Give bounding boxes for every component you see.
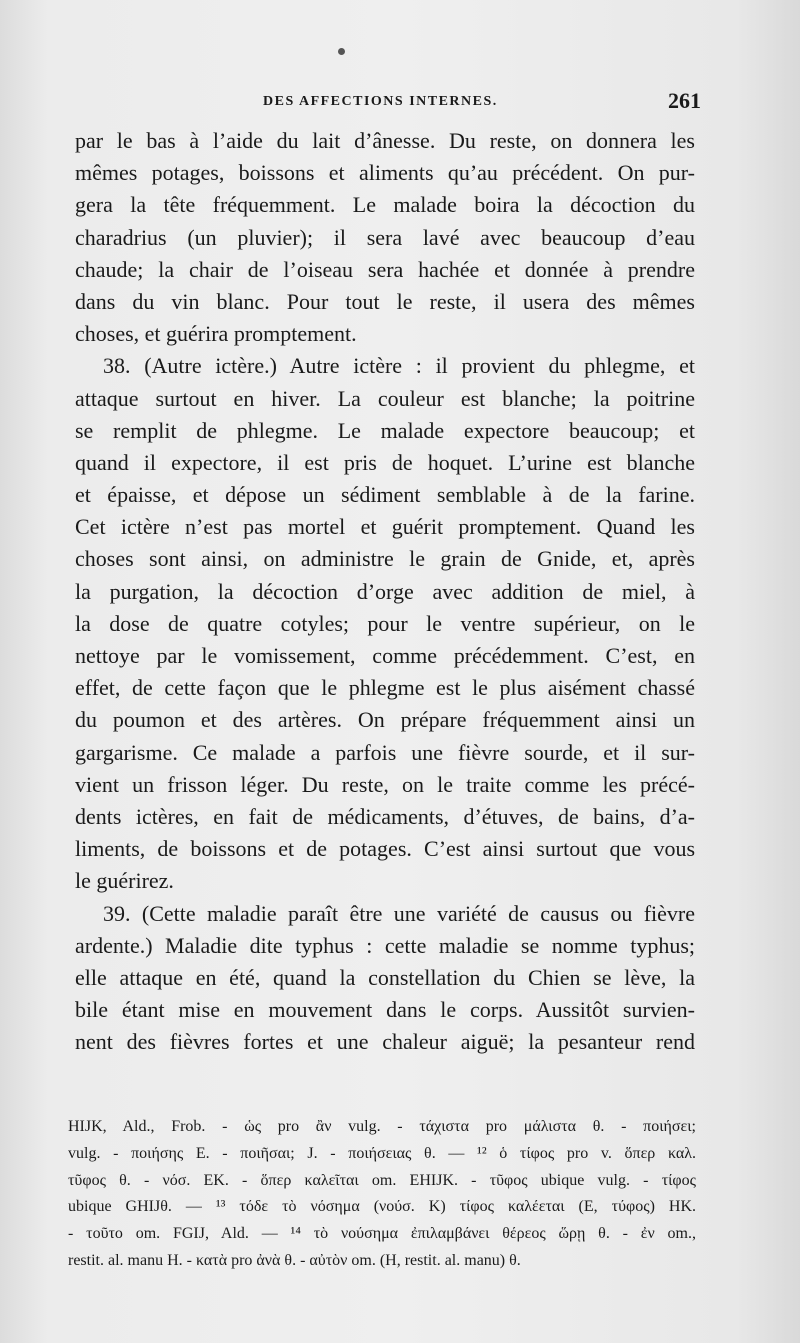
- footnote-line: ubique GHIJθ. — ¹³ τόδε τὸ νόσημα (νούσ. K) τίφος καλέεται (E, τύφος) HK.: [68, 1198, 696, 1216]
- text-line: chaude; la chair de l’oiseau sera hachée et donnée à prendre: [75, 256, 695, 282]
- text-line: la purgation, la décoction d’orge avec addition de miel, à: [75, 578, 695, 604]
- text-line: par le bas à l’aide du lait d’ânesse. Du reste, on donnera les: [75, 128, 695, 153]
- text-line: dans du vin blanc. Pour tout le reste, il usera des mêmes: [75, 288, 695, 314]
- text-line: liments, de boissons et de potages. C’est ainsi surtout que vous: [75, 836, 695, 862]
- footnote-line: vulg. - ποιήσης E. - ποιῆσαι; J. - ποιήσειας θ. — ¹² ὁ τίφος pro v. ὅπερ καλ.: [68, 1144, 696, 1162]
- footnote-line: - τοῦτο om. FGIJ, Ald. — ¹⁴ τὸ νούσημα ἐπιλαμβάνει θέρεος ὥρῃ θ. - ἐν om.,: [68, 1225, 696, 1243]
- text-line: vient un frisson léger. Du reste, on le traite comme les précé-: [75, 771, 695, 797]
- footnotes: [68, 1114, 696, 1275]
- text-line: choses, et guérira promptement.: [75, 321, 357, 347]
- footnote-line: restit. al. manu H. - κατὰ pro ἀνὰ θ. - αὐτὸν om. (H, restit. al. manu) θ.: [68, 1251, 521, 1269]
- footnote-line: HIJK, Ald., Frob. - ὡς pro ἂν vulg. - τάχιστα pro μάλιστα θ. - ποιήσει;: [68, 1118, 696, 1135]
- footnote-line: τῦφος θ. - νόσ. EK. - ὅπερ καλεῖται om. EHIJK. - τῦφος ubique vulg. - τίφος: [68, 1171, 696, 1189]
- text-line: gera la tête fréquemment. Le malade boira la décoction du: [75, 192, 695, 218]
- text-line: nettoye par le vomissement, comme précédemment. C’est, en: [75, 643, 695, 668]
- text-line: gargarisme. Ce malade a parfois une fièvre sourde, et il sur-: [75, 739, 695, 765]
- text-line: quand il expectore, il est pris de hoquet. L’urine est blanche: [75, 449, 695, 475]
- text-line: dents ictères, en fait de médicaments, d’étuves, de bains, d’a-: [75, 803, 695, 829]
- running-head: [75, 88, 701, 116]
- section-38-heading-line: 38. (Autre ictère.) Autre ictère : il provient du phlegme, et: [103, 353, 695, 379]
- ink-spot: [338, 48, 345, 55]
- text-line: ardente.) Maladie dite typhus : cette maladie se nomme typhus;: [75, 932, 695, 958]
- text-line: mêmes potages, boissons et aliments qu’au précédent. On pur-: [75, 160, 695, 186]
- text-line: et épaisse, et dépose un sédiment semblable à de la farine.: [75, 482, 695, 508]
- text-line: attaque surtout en hiver. La couleur est blanche; la poitrine: [75, 385, 695, 411]
- text-line: se remplit de phlegme. Le malade expectore beaucoup; et: [75, 417, 695, 443]
- text-line: elle attaque en été, quand la constellation du Chien se lève, la: [75, 964, 695, 990]
- text-line: effet, de cette façon que le phlegme est le plus aisément chassé: [75, 675, 695, 701]
- text-line: Cet ictère n’est pas mortel et guérit promptement. Quand les: [75, 514, 695, 540]
- text-line: nent des fièvres fortes et une chaleur aiguë; la pesanteur rend: [75, 1029, 695, 1055]
- text-line: choses sont ainsi, on administre le grain de Gnide, et, après: [75, 546, 695, 572]
- text-line: la dose de quatre cotyles; pour le ventre supérieur, on le: [75, 610, 695, 636]
- text-line: du poumon et des artères. On prépare fréquemment ainsi un: [75, 707, 695, 733]
- section-39-heading-line: 39. (Cette maladie paraît être une variété de causus ou fièvre: [103, 900, 695, 926]
- text-line: charadrius (un pluvier); il sera lavé avec beaucoup d’eau: [75, 224, 695, 250]
- running-title: DES AFFECTIONS INTERNES.: [263, 94, 498, 109]
- body-text: [75, 125, 695, 1058]
- page-number: 261: [668, 88, 701, 113]
- text-line: le guérirez.: [75, 868, 174, 894]
- text-line: bile étant mise en mouvement dans le corps. Aussitôt survien-: [75, 997, 695, 1023]
